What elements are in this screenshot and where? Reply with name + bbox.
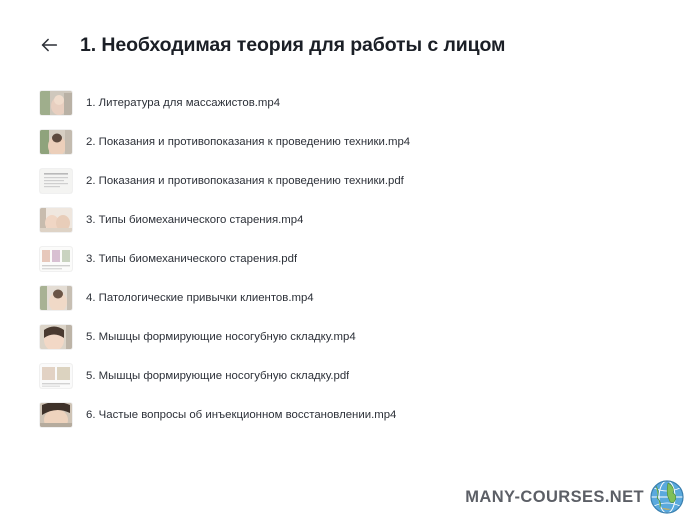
video-thumbnail-icon — [40, 208, 72, 232]
list-item-label: 5. Мышцы формирующие носогубную складку.pdf — [86, 369, 350, 382]
list-item-label: 4. Патологические привычки клиентов.mp4 — [86, 291, 314, 304]
file-list — [0, 84, 700, 434]
document-thumbnail-icon — [40, 169, 72, 193]
video-thumbnail-icon — [40, 91, 72, 115]
list-item[interactable] — [40, 279, 664, 317]
video-thumbnail-icon — [40, 325, 72, 349]
list-item-label: 1. Литература для массажистов.mp4 — [86, 96, 281, 109]
list-item[interactable] — [40, 162, 664, 200]
globe-icon — [648, 478, 686, 516]
list-item-label: 3. Типы биомеханического старения.pdf — [86, 252, 298, 265]
document-thumbnail-icon — [40, 364, 72, 388]
list-item-label: 2. Показания и противопоказания к проведению техники.pdf — [86, 174, 404, 187]
list-item[interactable] — [40, 123, 664, 161]
watermark — [465, 478, 686, 516]
video-thumbnail-icon — [40, 130, 72, 154]
video-thumbnail-icon — [40, 403, 72, 427]
page-title: 1. Необходимая теория для работы с лицом — [80, 33, 506, 56]
watermark-text: MANY-COURSES.NET — [465, 487, 644, 506]
list-item-label: 2. Показания и противопоказания к проведению техники.mp4 — [86, 135, 411, 148]
page-header — [0, 0, 700, 58]
arrow-left-icon[interactable] — [36, 32, 62, 58]
list-item[interactable] — [40, 318, 664, 356]
list-item[interactable] — [40, 240, 664, 278]
list-item[interactable] — [40, 357, 664, 395]
document-thumbnail-icon — [40, 247, 72, 271]
video-thumbnail-icon — [40, 286, 72, 310]
list-item[interactable] — [40, 201, 664, 239]
list-item[interactable] — [40, 396, 664, 434]
list-item-label: 3. Типы биомеханического старения.mp4 — [86, 213, 304, 226]
list-item-label: 6. Частые вопросы об инъекционном восстановлении.mp4 — [86, 408, 397, 421]
list-item[interactable] — [40, 84, 664, 122]
list-item-label: 5. Мышцы формирующие носогубную складку.mp4 — [86, 330, 356, 343]
